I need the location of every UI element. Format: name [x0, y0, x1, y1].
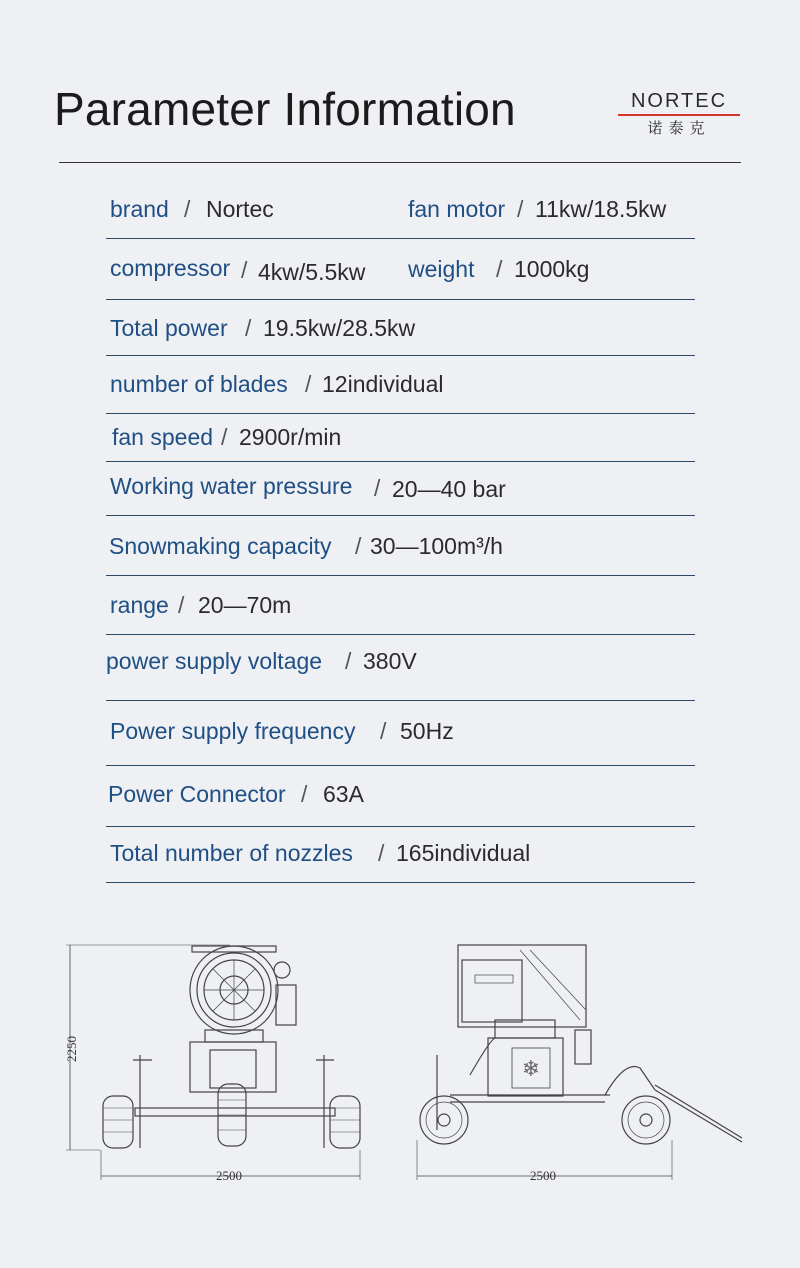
param-value-range: 20—70m	[198, 592, 292, 618]
param-separator: /	[178, 592, 185, 618]
param-separator: /	[245, 315, 252, 341]
param-value-fan-speed: 2900r/min	[239, 424, 342, 450]
param-value-fan-motor: 11kw/18.5kw	[535, 196, 667, 222]
param-key-fan-speed: fan speed	[112, 424, 214, 450]
row-divider	[106, 238, 695, 239]
param-key-compressor: compressor	[110, 255, 231, 281]
row-divider	[106, 826, 695, 827]
snow-machine-drawings	[0, 930, 800, 1200]
param-key-snowmaking-capacity: Snowmaking capacity	[109, 533, 332, 559]
row-divider	[106, 299, 695, 300]
param-separator: /	[345, 648, 352, 674]
param-key-weight: weight	[408, 256, 475, 282]
param-value-weight: 1000kg	[514, 256, 590, 282]
param-key-working-water-pressure: Working water pressure	[110, 473, 353, 499]
param-value-total-power: 19.5kw/28.5kw	[263, 315, 416, 341]
row-divider	[106, 882, 695, 883]
param-separator: /	[374, 475, 381, 501]
param-separator: /	[305, 371, 312, 397]
param-key-total-power: Total power	[110, 315, 228, 341]
header-divider	[59, 162, 741, 163]
row-divider	[106, 700, 695, 701]
param-separator: /	[380, 718, 387, 744]
param-separator: /	[184, 196, 191, 222]
param-key-power-supply-frequency: Power supply frequency	[110, 718, 356, 744]
param-value-power-supply-frequency: 50Hz	[400, 718, 454, 744]
param-key-brand: brand	[110, 196, 169, 222]
param-separator: /	[496, 256, 503, 282]
row-divider	[106, 461, 695, 462]
param-value-compressor: 4kw/5.5kw	[258, 259, 366, 285]
logo-underline	[618, 114, 740, 116]
front-view-drawing	[64, 945, 360, 1183]
row-divider	[106, 575, 695, 576]
row-divider	[106, 765, 695, 766]
param-key-range: range	[110, 592, 169, 618]
row-divider	[106, 634, 695, 635]
logo-text-cn: 诺泰克	[647, 120, 711, 137]
row-divider	[106, 413, 695, 414]
param-separator: /	[517, 196, 524, 222]
page-title: Parameter Information	[54, 83, 516, 135]
nortec-logo	[616, 90, 742, 136]
param-key-fan-motor: fan motor	[408, 196, 506, 222]
param-key-total-number-of-nozzles: Total number of nozzles	[110, 840, 353, 866]
logo-text-en: NORTEC	[630, 90, 728, 112]
front-height-dimension: 2250	[64, 1036, 79, 1062]
param-value-number-of-blades: 12individual	[322, 371, 444, 397]
param-value-working-water-pressure: 20—40 bar	[392, 476, 506, 502]
param-value-power-supply-voltage: 380V	[363, 648, 417, 674]
param-separator: /	[378, 840, 385, 866]
front-width-dimension: 2500	[216, 1168, 242, 1183]
param-value-total-number-of-nozzles: 165individual	[396, 840, 531, 866]
param-separator: /	[221, 424, 228, 450]
svg-text:❄: ❄	[521, 1057, 541, 1082]
param-separator: /	[301, 781, 308, 807]
param-key-number-of-blades: number of blades	[110, 371, 288, 397]
param-separator: /	[355, 533, 362, 559]
param-separator: /	[241, 257, 248, 283]
param-value-power-connector: 63A	[323, 781, 364, 807]
param-value-brand: Nortec	[206, 196, 274, 222]
side-view-drawing	[417, 945, 742, 1183]
row-divider	[106, 515, 695, 516]
param-value-snowmaking-capacity: 30—100m³/h	[370, 533, 503, 559]
param-key-power-connector: Power Connector	[108, 781, 286, 807]
side-width-dimension: 2500	[530, 1168, 556, 1183]
row-divider	[106, 355, 695, 356]
param-key-power-supply-voltage: power supply voltage	[106, 648, 323, 674]
